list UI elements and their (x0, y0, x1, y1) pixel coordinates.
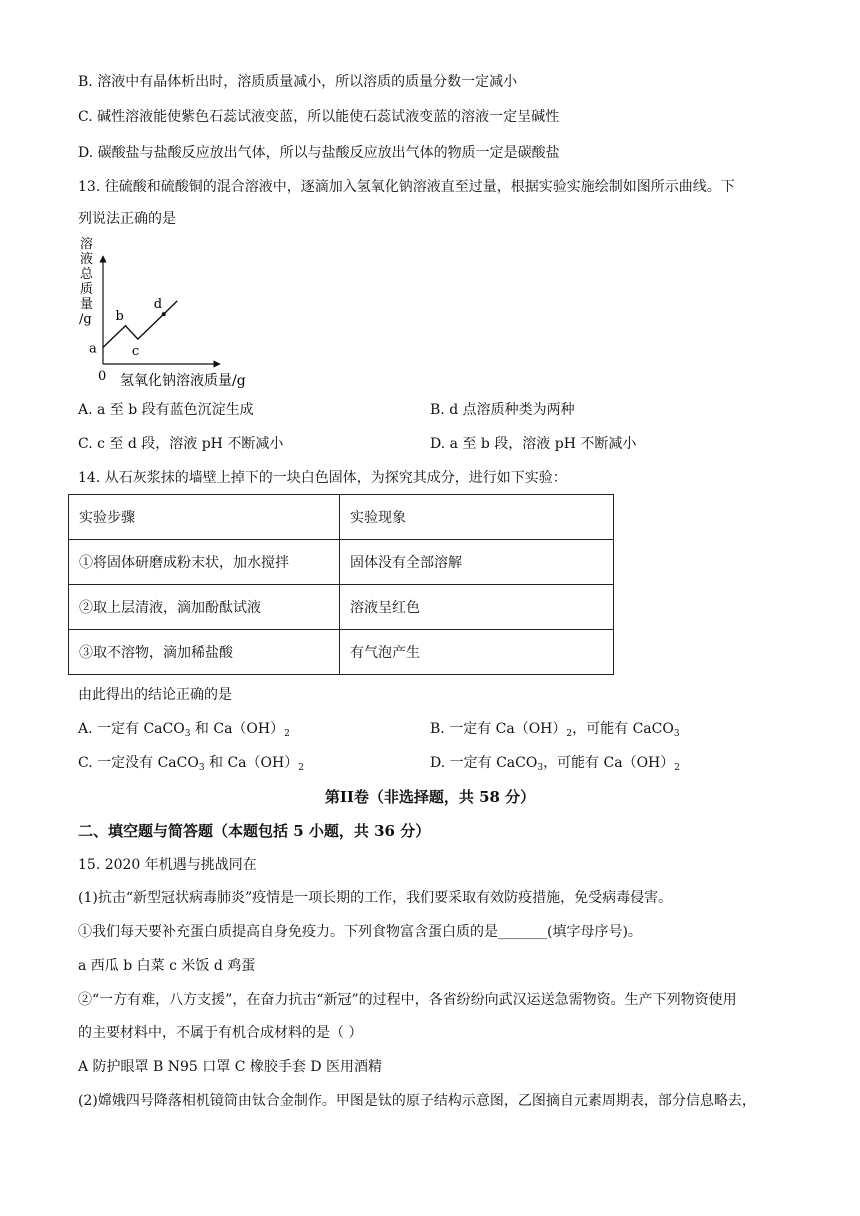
x-axis-label: 氢氧化钠溶液质量/g (120, 373, 246, 388)
q14-option-b: B. 一定有 $Ca(OH)_2$，可能有 CaCO$_3$ (430, 721, 680, 739)
q15-subq1: ①我们每天要补充蛋白质提高自身免疫力。下列食物富含蛋白质的是_______(填字母序号)。 (78, 924, 642, 940)
y-axis-label-char: 溶 (80, 237, 94, 252)
q15-subq2-line1: ②“一方有难，八方支援”，在奋力抗击“新冠”的过程中，各省纷纷向武汉运送急需物资。生产下列物资使用 (78, 992, 737, 1008)
q15-subq2-line2: 的主要材料中，不属于有机合成材料的是（ ） (78, 1025, 363, 1041)
table-row (69, 585, 614, 630)
q13-stem-line2: 列说法正确的是 (78, 211, 176, 227)
y-axis-label (79, 236, 94, 327)
point-label-d: d (153, 297, 163, 313)
table-header-step: 实验步骤 (69, 495, 340, 540)
q14-option-a: A. 一定有 CaCO$_3$ 和 $Ca(OH)_2$ (78, 721, 290, 739)
point-label-b: b (115, 308, 124, 324)
table-header-phenomenon: 实验现象 (340, 495, 614, 540)
table-header-row (69, 495, 614, 540)
origin-label: 0 (98, 369, 107, 384)
q13-stem-line1: 13. 往硫酸和硫酸铜的混合溶液中，逐滴加入氢氧化钠溶液直至过量，根据实验实施绘制如图所示曲线。下 (78, 179, 735, 195)
table-row (69, 630, 614, 675)
q15-part1: (1)抗击“新型冠状病毒肺炎”疫情是一项长期的工作，我们要采取有效防疫措施，免受病毒侵害。 (78, 890, 673, 906)
experiment-table (68, 494, 614, 675)
q13-option-a: A. a 至 b 段有蓝色沉淀生成 (78, 402, 254, 418)
table-cell-step: ③取不溶物，滴加稀盐酸 (69, 630, 340, 675)
q15-subq2-options: A 防护眼罩 B N95 口罩 C 橡胶手套 D 医用酒精 (78, 1059, 383, 1075)
y-axis-label-char: 液 (80, 252, 94, 267)
q14-stem: 14. 从石灰浆抹的墙壁上掉下的一块白色固体，为探究其成分，进行如下实验： (78, 470, 567, 486)
part2-title: 第II卷（非选择题，共 58 分） (324, 788, 536, 806)
point-label-c: c (131, 344, 140, 360)
point-label-a: a (89, 341, 97, 357)
table-cell-phenomenon: 溶液呈红色 (340, 585, 614, 630)
q15-part2: (2)嫦娥四号降落相机镜筒由钛合金制作。甲图是钛的原子结构示意图，乙图摘自元素周期表，部分信息略去， (78, 1093, 756, 1109)
q12-option-b: B. 溶液中有晶体析出时，溶质质量减小，所以溶质的质量分数一定减小 (78, 74, 518, 90)
q15-title: 15. 2020 年机遇与挑战同在 (78, 857, 257, 873)
table-cell-step: ②取上层清液，滴加酚酞试液 (69, 585, 340, 630)
table-cell-phenomenon: 固体没有全部溶解 (340, 540, 614, 585)
table-cell-step: ①将固体研磨成粉末状，加水搅拌 (69, 540, 340, 585)
section2-title: 二、填空题与简答题（本题包括 5 小题，共 36 分） (78, 822, 431, 840)
q12-option-c: C. 碱性溶液能使紫色石蕊试液变蓝，所以能使石蕊试液变蓝的溶液一定呈碱性 (78, 109, 560, 125)
table-row (69, 540, 614, 585)
mass-curve (103, 301, 177, 348)
q13-option-d: D. a 至 b 段，溶液 pH 不断减小 (430, 436, 637, 452)
y-axis-label-char: /g (79, 312, 92, 327)
y-axis-label-char: 质 (80, 282, 94, 297)
q12-option-d: D. 碳酸盐与盐酸反应放出气体，所以与盐酸反应放出气体的物质一定是碳酸盐 (78, 145, 560, 161)
q14-option-c: C. 一定没有 CaCO$_3$ 和 $Ca(OH)_2$ (78, 755, 304, 773)
q13-option-b: B. d 点溶质种类为两种 (430, 402, 575, 418)
y-axis-label-char: 总 (80, 267, 94, 282)
q15-subq1-options: a 西瓜 b 白菜 c 米饭 d 鸡蛋 (78, 958, 256, 974)
q13-option-c: C. c 至 d 段，溶液 pH 不断减小 (78, 436, 284, 452)
y-axis-label-char: 量 (80, 297, 94, 312)
point-marker-d (162, 312, 166, 316)
q13-line-chart (70, 234, 270, 388)
q14-option-d: D. 一定有 CaCO$_3$，可能有 $Ca(OH)_2$ (430, 755, 680, 773)
table-cell-phenomenon: 有气泡产生 (340, 630, 614, 675)
q14-conclusion-prompt: 由此得出的结论正确的是 (78, 687, 232, 703)
